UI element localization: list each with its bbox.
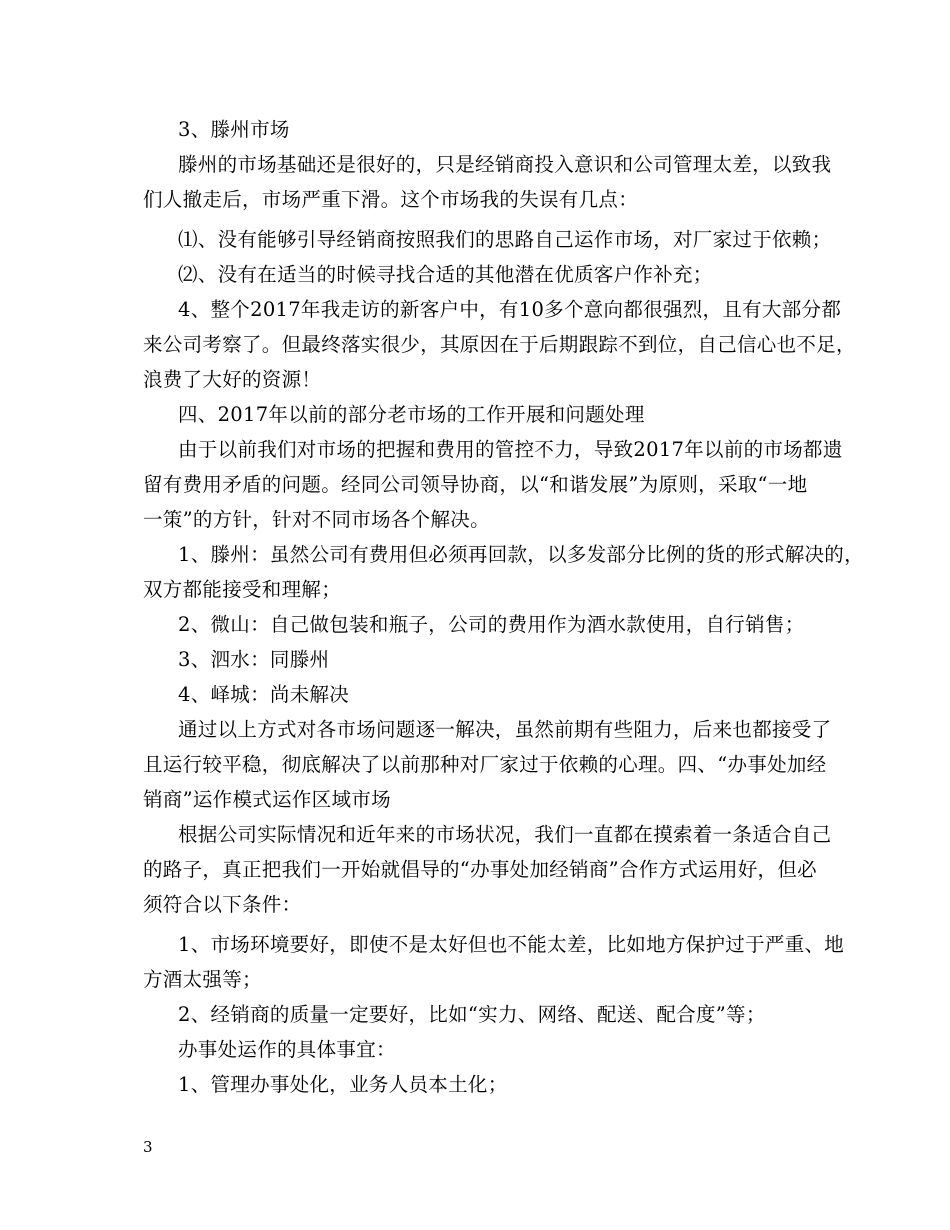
paragraph-line: 的路子，真正把我们一开始就倡导的“办事处加经销商”合作方式运用好，但必 (143, 858, 817, 881)
paragraph-line: 须符合以下条件： (143, 893, 302, 916)
list-item: 2、微山：自己做包装和瓶子，公司的费用作为酒水款使用，自行销售； (178, 613, 805, 636)
paragraph-line: 浪费了大好的资源！ (143, 368, 322, 391)
list-item: ⑵、没有在适当的时候寻找合适的其他潜在优质客户作补充； (178, 263, 713, 286)
list-item: 1、管理办事处化，业务人员本土化； (178, 1073, 508, 1096)
paragraph-line: 通过以上方式对各市场问题逐一解决，虽然前期有些阻力，后来也都接受了 (178, 718, 832, 741)
paragraph-line: 由于以前我们对市场的把握和费用的管控不力，导致2017年以前的市场都遗 (178, 438, 843, 461)
list-item: ⑴、没有能够引导经销商按照我们的思路自己运作市场，对厂家过于依赖； (178, 228, 832, 251)
page-number: 3 (143, 1138, 153, 1156)
list-item: 1、市场环境要好，即使不是太好但也不能太差，比如地方保护过于严重、地 (178, 933, 845, 956)
list-item: 4、峄城：尚未解决 (178, 683, 350, 706)
list-item: 3、泗水：同滕州 (178, 648, 330, 671)
paragraph-line: 一策”的方针，针对不同市场各个解决。 (143, 508, 490, 531)
list-item: 1、滕州：虽然公司有费用但必须再回款，以多发部分比例的货的形式解决的， (178, 543, 864, 566)
paragraph-line: 来公司考察了。但最终落实很少，其原因在于后期跟踪不到位，自己信心也不足， (143, 333, 856, 356)
paragraph-line: 根据公司实际情况和近年来的市场状况，我们一直都在摸索着一条适合自己 (178, 823, 832, 846)
paragraph-line: 双方都能接受和理解； (143, 578, 342, 601)
section-heading-old-markets: 四、2017年以前的部分老市场的工作开展和问题处理 (178, 403, 645, 426)
paragraph-line: 们人撤走后，市场严重下滑。这个市场我的失误有几点： (143, 188, 639, 211)
paragraph-line: 4、整个2017年我走访的新客户中，有10多个意向都很强烈，且有大部分都 (178, 298, 842, 321)
paragraph-line: 销商”运作模式运作区域市场 (143, 788, 391, 811)
paragraph-line: 方酒太强等； (143, 968, 262, 991)
list-item: 2、经销商的质量一定要好，比如“实力、网络、配送、配合度”等； (178, 1003, 766, 1026)
paragraph-line: 且运行较平稳，彻底解决了以前那种对厂家过于依赖的心理。四、“办事处加经 (143, 753, 827, 776)
section-heading-tengzhou: 3、滕州市场 (178, 118, 290, 141)
paragraph-line: 办事处运作的具体事宜： (178, 1038, 396, 1061)
paragraph-line: 留有费用矛盾的问题。经同公司领导协商，以“和谐发展”为原则，采取“一地 (143, 473, 808, 496)
paragraph-line: 滕州的市场基础还是很好的，只是经销商投入意识和公司管理太差，以致我 (178, 153, 832, 176)
